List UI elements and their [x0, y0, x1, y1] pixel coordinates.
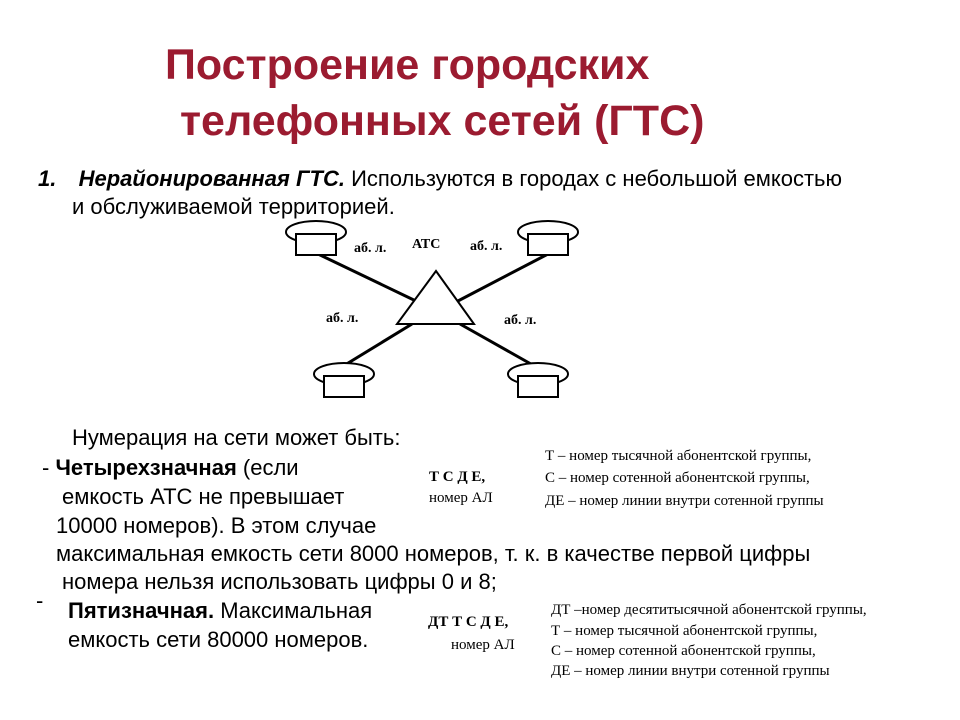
five-digit-legend-3: С – номер сотенной абонентской группы,	[551, 643, 816, 659]
four-digit-code-label: номер АЛ	[429, 490, 493, 506]
four-digit-line-2: емкость АТС не превышает	[62, 484, 345, 509]
four-digit-dash: -	[42, 455, 56, 480]
four-digit-line-3: 10000 номеров). В этом случае	[56, 513, 377, 538]
line-label-bottom-right: аб. л.	[504, 313, 537, 328]
four-digit-line-4: максимальная емкость сети 8000 номеров, т. к. в качестве первой цифры	[56, 541, 811, 566]
five-digit-legend-2: Т – номер тысячной абонентской группы,	[551, 623, 818, 639]
four-digit-line-1	[42, 457, 299, 479]
five-digit-code: ДТ Т С Д Е,	[428, 614, 509, 630]
line-ats-bottom-left	[340, 324, 412, 368]
four-digit-line-5: номера нельзя использовать цифры 0 и 8;	[62, 569, 497, 594]
four-digit-code: Т С Д Е,	[429, 469, 486, 485]
telephone-bottom-right-icon	[508, 363, 568, 397]
section1-text-2: и обслуживаемой территорией.	[72, 194, 395, 219]
four-digit-line-1-rest: (если	[236, 455, 299, 480]
title-line-2: телефонных сетей (ГТС)	[180, 97, 705, 145]
telephone-top-left-icon	[286, 221, 346, 255]
section1-heading: Нерайонированная ГТС.	[78, 166, 345, 191]
line-label-top-right: аб. л.	[470, 239, 503, 254]
line-ats-top-left	[318, 254, 418, 302]
five-digit-heading: Пятизначная.	[68, 598, 215, 623]
telephone-top-right-icon	[518, 221, 578, 255]
four-digit-legend-1: Т – номер тысячной абонентской группы,	[545, 448, 812, 464]
section1-text-1: Используются в городах с небольшой емкостью	[344, 166, 842, 191]
five-digit-line-1	[68, 600, 372, 622]
five-digit-dash: -	[36, 588, 44, 613]
ats-label: АТС	[412, 237, 441, 252]
four-digit-heading: Четырехзначная	[55, 455, 237, 480]
line-label-bottom-left: аб. л.	[326, 311, 359, 326]
line-ats-bottom-right	[460, 324, 538, 368]
title-line-1: Построение городских	[165, 41, 650, 89]
five-digit-legend-1: ДТ –номер десятитысячной абонентской группы,	[551, 602, 867, 618]
five-digit-line-2: емкость сети 80000 номеров.	[68, 627, 369, 652]
five-digit-code-label: номер АЛ	[451, 637, 515, 653]
line-ats-top-right	[456, 254, 548, 302]
telephone-bottom-left-icon	[314, 363, 374, 397]
line-label-top-left: аб. л.	[354, 241, 387, 256]
numbering-intro: Нумерация на сети может быть:	[72, 425, 401, 450]
four-digit-legend-2: С – номер сотенной абонентской группы,	[545, 470, 810, 486]
four-digit-legend-3: ДЕ – номер линии внутри сотенной группы	[545, 493, 824, 509]
section1-number: 1.	[38, 166, 57, 191]
five-digit-line-1-rest: Максимальная	[214, 598, 373, 623]
five-digit-legend-4: ДЕ – номер линии внутри сотенной группы	[551, 663, 830, 679]
